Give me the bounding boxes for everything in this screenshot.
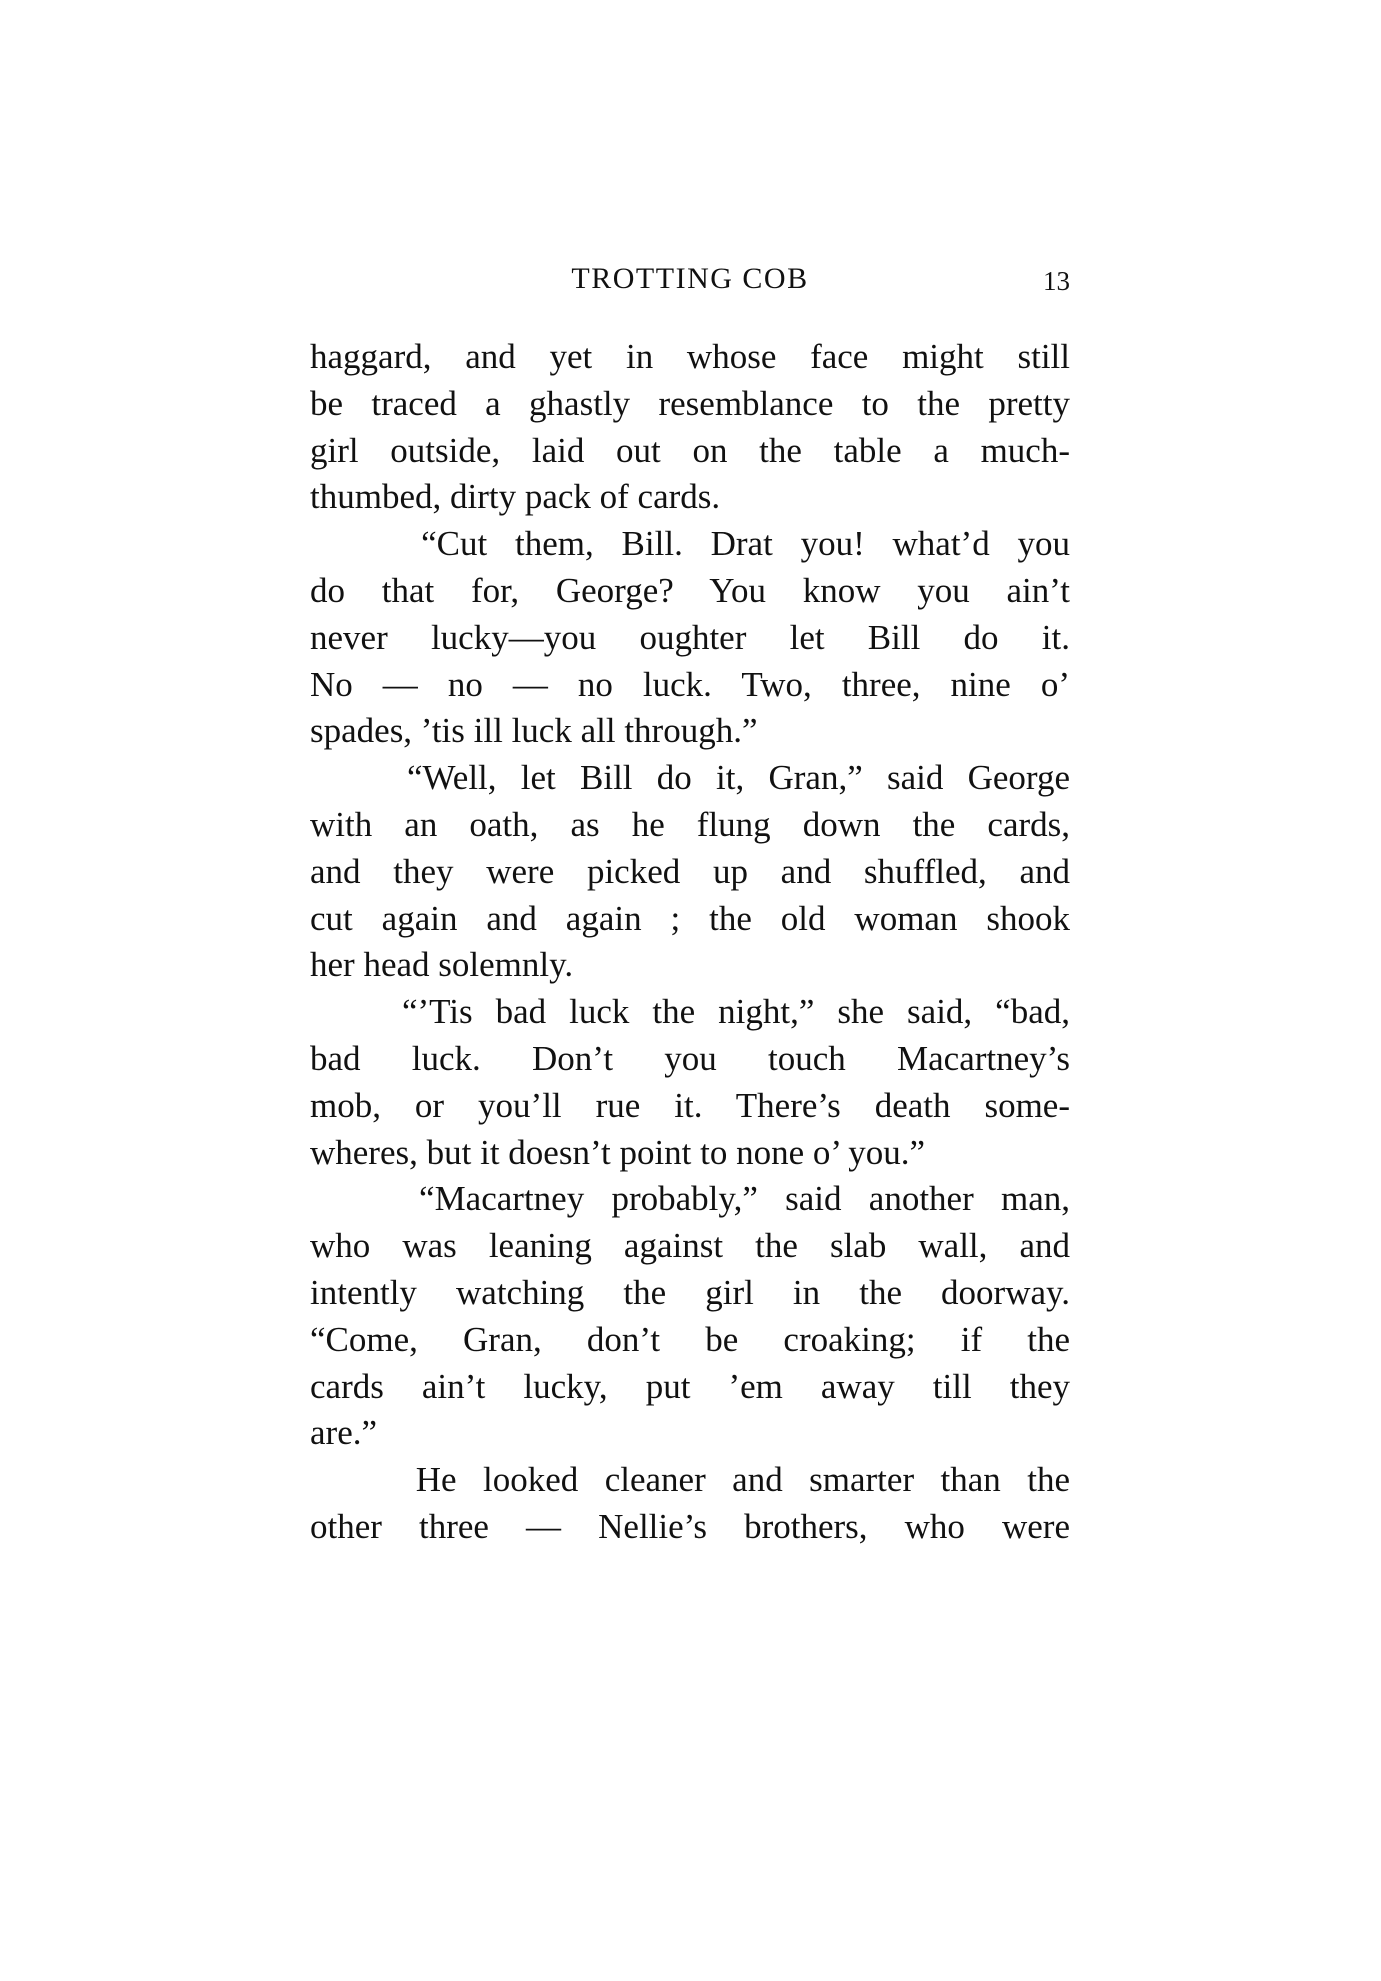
text-line: spades, ’tis ill luck all through.”	[310, 711, 758, 751]
text-line: be traced a ghastly resemblance to the pretty	[310, 383, 1070, 423]
text-line: intently watching the girl in the doorway.	[310, 1272, 1070, 1312]
text-line: mob, or you’ll rue it. There’s death some-	[310, 1085, 1070, 1125]
text-line: “Well, let Bill do it, Gran,” said George	[310, 758, 1070, 798]
text-line: are.”	[310, 1413, 378, 1453]
text-line: who was leaning against the slab wall, and	[310, 1226, 1070, 1266]
text-line: other three — Nellie’s brothers, who were	[310, 1506, 1070, 1546]
text-line: He looked cleaner and smarter than the	[310, 1460, 1070, 1500]
text-line: haggard, and yet in whose face might still	[310, 337, 1070, 376]
text-line: bad luck. Don’t you touch Macartney’s	[310, 1038, 1070, 1078]
text-line: with an oath, as he flung down the cards,	[310, 804, 1070, 844]
text-line: thumbed, dirty pack of cards.	[310, 477, 721, 517]
running-title: TROTTING COB	[571, 262, 809, 295]
text-line: “Come, Gran, don’t be croaking; if the	[310, 1319, 1070, 1359]
text-line: wheres, but it doesn’t point to none o’ you.”	[310, 1132, 925, 1172]
text-line: “’Tis bad luck the night,” she said, “bad,	[310, 992, 1070, 1032]
text-line: No — no — no luck. Two, three, nine o’	[310, 664, 1070, 704]
text-line: never lucky—you oughter let Bill do it.	[310, 617, 1070, 657]
text-line: cards ain’t lucky, put ’em away till they	[310, 1366, 1070, 1406]
text-line: and they were picked up and shuffled, and	[310, 851, 1070, 891]
text-line: “Cut them, Bill. Drat you! what’d you	[310, 524, 1070, 564]
text-line: her head solemnly.	[310, 945, 574, 985]
text-line: girl outside, laid out on the table a much-	[310, 430, 1070, 470]
text-line: cut again and again ; the old woman shook	[310, 898, 1070, 938]
text-line: “Macartney probably,” said another man,	[310, 1179, 1070, 1219]
body-text	[310, 334, 1070, 1551]
page-number: 13	[1043, 266, 1070, 296]
text-line: do that for, George? You know you ain’t	[310, 570, 1070, 610]
running-head	[310, 262, 1070, 306]
